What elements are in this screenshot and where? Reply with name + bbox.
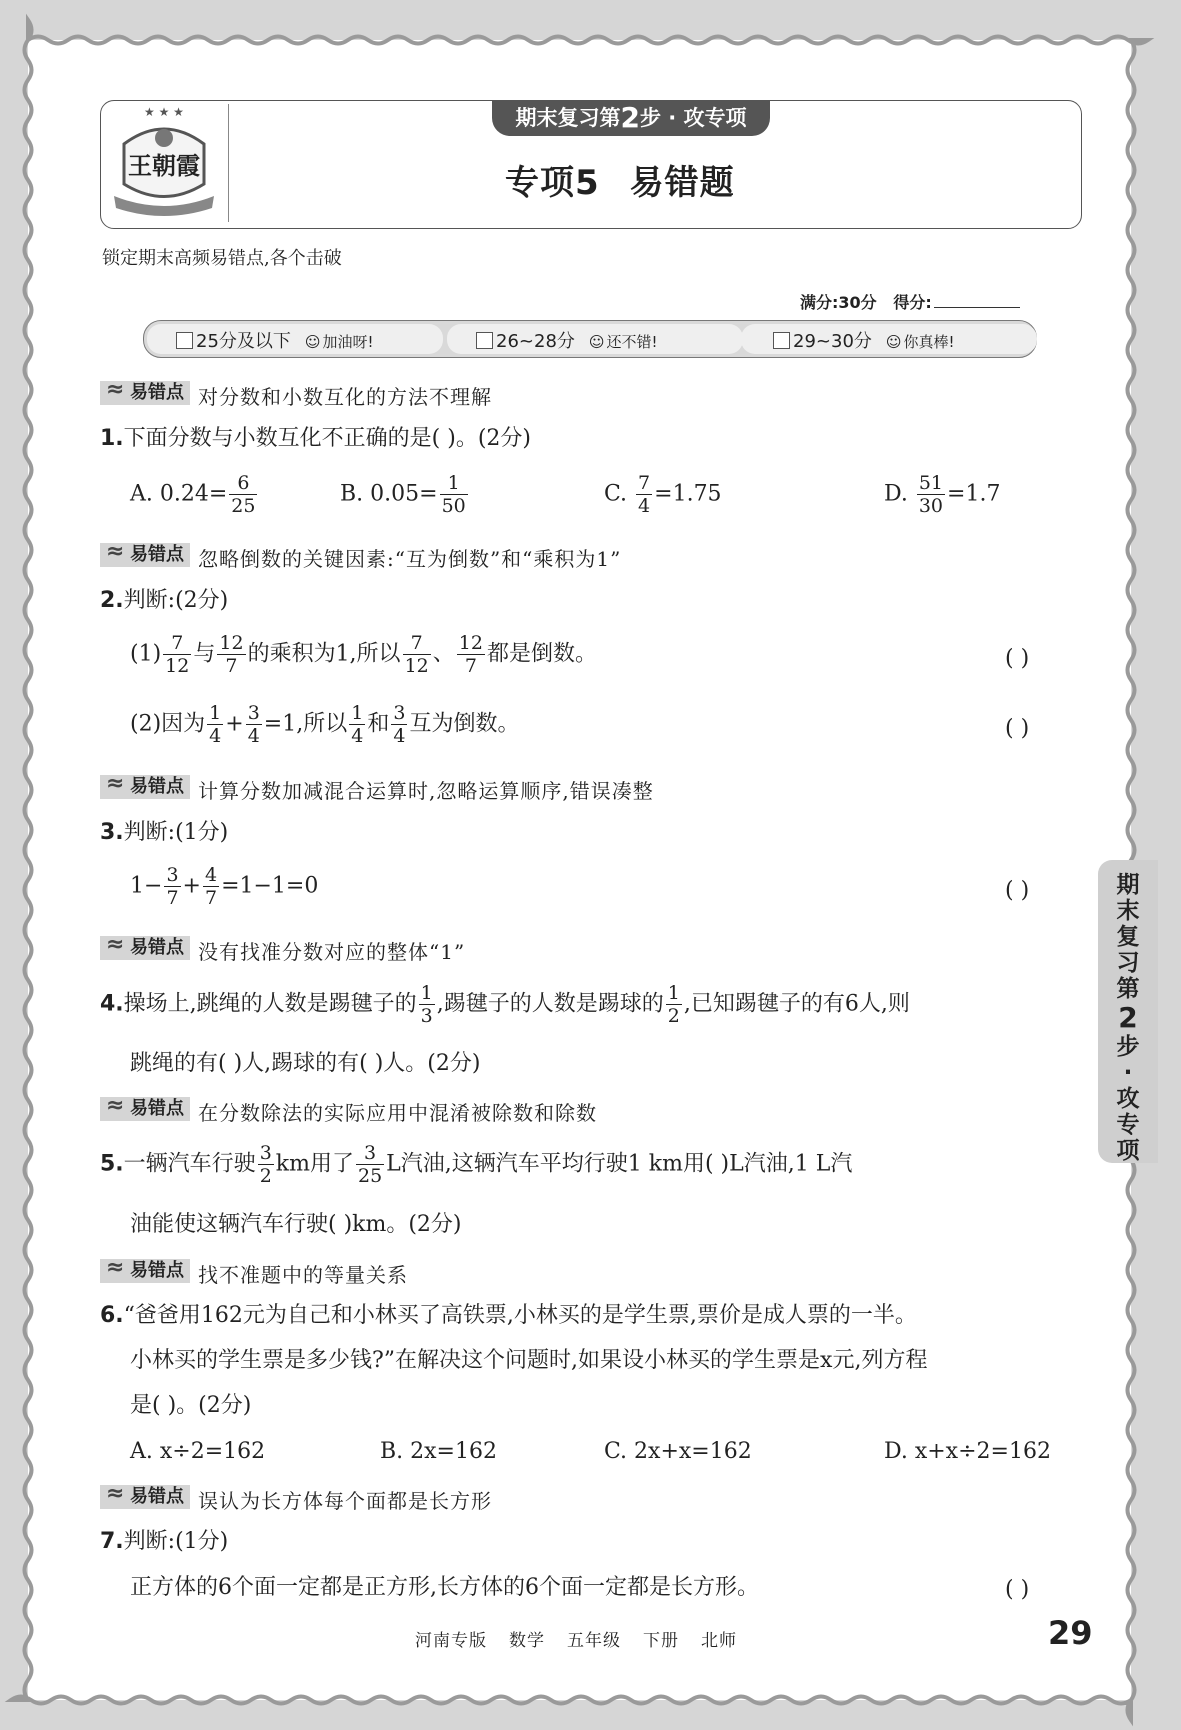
q1-option-d[interactable]: D. $\frac{51}{30}$ =1.7 [884,472,1001,517]
q4-line-2[interactable]: 跳绳的有( )人,踢球的有( )人。(2分) [130,1051,481,1076]
page-title: 专项5 易错题 [505,163,735,203]
q3-expression: 1− $\frac{3}{7}$ + $\frac{4}{7}$ =1−1=0 [130,864,319,909]
page-number: 29 [1048,1614,1093,1652]
question-1: 1.下面分数与小数互化不正确的是( )。(2分) [100,426,531,451]
side-tab-label: 期 末 复 习 第 2 步 · 攻 专 项 [1116,872,1140,1164]
q1-option-b[interactable]: B. 0.05= $\frac{1}{50}$ [340,472,466,517]
answer-blank[interactable]: ( ) [1005,878,1030,903]
question-7: 7.判断:(1分) [100,1529,229,1554]
question-3: 3.判断:(1分) [100,820,229,845]
q6-line-3[interactable]: 是( )。(2分) [130,1393,252,1418]
checkbox[interactable] [773,332,790,349]
grade-option-3[interactable]: 29~30分☺ 你真棒! [773,327,955,353]
svg-text:★ ★ ★: ★ ★ ★ [144,105,184,119]
q6-line-2: 小林买的学生票是多少钱?”在解决这个问题时,如果设小林买的学生票是x元,列方程 [130,1348,928,1373]
question-6: 6.“爸爸用162元为自己和小林买了高铁票,小林买的是学生票,票价是成人票的一半。 [100,1303,917,1328]
brand-logo-icon [104,104,224,222]
q6-option-b[interactable]: B. 2x=162 [380,1439,497,1464]
q6-option-d[interactable]: D. x+x÷2=162 [884,1439,1051,1464]
intro-text: 锁定期末高频易错点,各个击破 [102,248,342,269]
error-point-tag: ≈ 易错点 误认为长方体每个面都是长方形 [100,1485,492,1509]
q1-option-c[interactable]: C. $\frac{7}{4}$ =1.75 [604,472,722,517]
answer-blank[interactable]: ( ) [1005,646,1030,671]
score-blank[interactable] [934,307,1020,308]
q7-statement: 正方体的6个面一定都是正方形,长方体的6个面一定都是长方形。 [130,1575,759,1600]
answer-blank[interactable]: ( ) [1005,716,1030,741]
svg-text:王朝霞: 王朝霞 [128,151,200,180]
error-point-tag: ≈ 易错点 在分数除法的实际应用中混淆被除数和除数 [100,1097,597,1121]
step-tab: 期末复习第2步 · 攻专项 [492,100,770,136]
q6-option-c[interactable]: C. 2x+x=162 [604,1439,752,1464]
checkbox[interactable] [476,332,493,349]
grade-option-1[interactable]: 25分及以下☺ 加油呀! [176,327,374,353]
score-line: 满分:30分 得分: [800,290,1020,313]
error-point-tag: ≈ 易错点 对分数和小数互化的方法不理解 [100,381,492,405]
question-4: 4.操场上,跳绳的人数是踢毽子的 $\frac{1}{3}$ ,踢毽子的人数是踢球的 $\frac{1}{2}$ ,已知踢毽子的有6人,则 [100,982,910,1027]
q1-option-a[interactable]: A. 0.24= $\frac{6}{25}$ [130,472,256,517]
grade-option-2[interactable]: 26~28分☺ 还不错! [476,327,658,353]
logo-divider [228,104,229,222]
error-point-tag: ≈ 易错点 忽略倒数的关键因素:“互为倒数”和“乘积为1” [100,543,621,567]
answer-blank[interactable]: ( ) [1005,1577,1030,1602]
error-point-tag: ≈ 易错点 找不准题中的等量关系 [100,1259,408,1283]
checkbox[interactable] [176,332,193,349]
question-2: 2.判断:(2分) [100,588,229,613]
footer-info: 河南专版 数学 五年级 下册 北师 [415,1631,737,1651]
q2-statement-2: (2)因为 $\frac{1}{4}$ + $\frac{3}{4}$ =1,所以 $\frac{1}{4}$ 和 $\frac{3}{4}$ 互为倒数。 [130,702,520,747]
grade-bar [143,320,1037,358]
q2-statement-1: (1) $\frac{7}{12}$ 与 $\frac{12}{7}$ 的乘积为1,所以 $\frac{7}{12}$ 、 $\frac{12}{7}$ 都是倒数。 [130,632,597,677]
q6-option-a[interactable]: A. x÷2=162 [130,1439,266,1464]
q5-line-2[interactable]: 油能使这辆汽车行驶( )km。(2分) [130,1212,462,1237]
error-point-tag: ≈ 易错点 没有找准分数对应的整体“1” [100,936,465,960]
error-point-tag: ≈ 易错点 计算分数加减混合运算时,忽略运算顺序,错误凑整 [100,775,654,799]
question-5: 5.一辆汽车行驶 $\frac{3}{2}$ km用了 $\frac{3}{25}$ L汽油,这辆汽车平均行驶1 km用( )L汽油,1 L汽 [100,1142,853,1187]
